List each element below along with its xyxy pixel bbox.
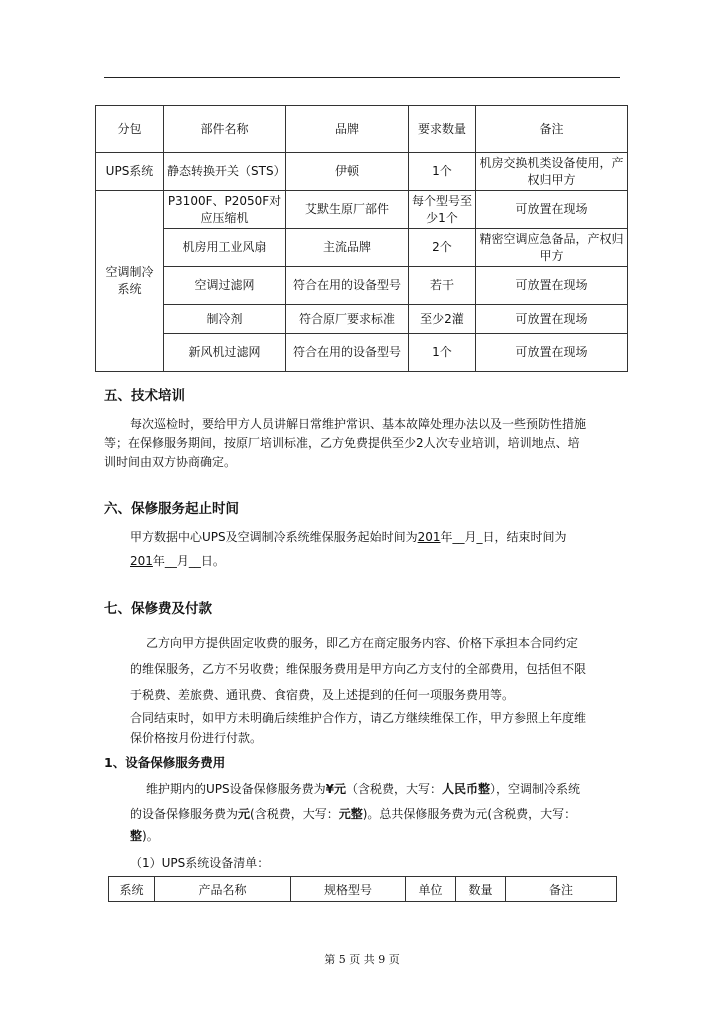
- sec6-pre: 甲方数据中心UPS及空调制冷系统维保服务起始时间为: [130, 530, 418, 544]
- brand: 伊顿: [286, 153, 409, 191]
- fee-ups-mid: （含税费，大写：: [346, 782, 443, 796]
- fee-ac-label: 的设备保修服务费为: [130, 807, 239, 821]
- sec6-line-2: [130, 551, 225, 571]
- brand: 符合在用的设备型号: [286, 334, 409, 372]
- part-name: 机房用工业风扇: [164, 229, 286, 267]
- fee-line-2: [130, 804, 576, 824]
- brand: 主流品牌: [286, 229, 409, 267]
- header-cell: 数量: [456, 877, 506, 902]
- part-name: P3100F、P2050F对应压缩机: [164, 191, 286, 229]
- section-5-title: 五、技术培训: [104, 388, 185, 404]
- ups-list-title: （1）UPS系统设备清单：: [130, 856, 270, 870]
- brand: 艾默生原厂部件: [286, 191, 409, 229]
- fee-line-1: [146, 779, 580, 799]
- sec7-p1-line-3: 于税费、差旅费、通讯费、食宿费，及上述提到的任何一项服务费用等。: [130, 688, 515, 702]
- fee-ac-uppercase: 元整: [338, 807, 363, 821]
- table-header-row: [109, 877, 617, 902]
- sub-heading-device-fee: 1、设备保修服务费用: [104, 755, 226, 770]
- header-cell: 单位: [406, 877, 456, 902]
- fee-ups-label: 维护期内的UPS设备保修服务费为: [146, 782, 326, 796]
- part-name: 制冷剂: [164, 305, 286, 334]
- ups-equipment-table: [108, 876, 617, 902]
- header-rule: [104, 77, 620, 78]
- sec6-end: 年__月__日。: [152, 554, 225, 568]
- table-row: [96, 334, 628, 372]
- fee-ups-post: ），空调制冷系统: [490, 782, 581, 796]
- header-cell: 部件名称: [164, 106, 286, 153]
- note: 可放置在现场: [476, 334, 628, 372]
- fee-line-3: [130, 826, 159, 846]
- quantity: 1个: [409, 153, 476, 191]
- table-header-row: [96, 106, 628, 153]
- section-7-title: 七、保修费及付款: [104, 601, 212, 617]
- sec5-line-2: 等；在保修服务期间，按原厂培训标准，乙方免费提供至少2人次专业培训，培训地点、培: [104, 436, 580, 450]
- header-cell: 系统: [109, 877, 155, 902]
- group-cell-ac: 空调制冷系统: [96, 191, 164, 372]
- sec7-p2-line-1: 合同结束时，如甲方未明确后续维护合作方，请乙方继续维保工作，甲方参照上年度维: [130, 711, 587, 725]
- page-footer: 第 5 页 共 9 页: [324, 953, 400, 966]
- fee-ac-mid: (含税费，大写：: [250, 807, 339, 821]
- sec6-line-1: [130, 527, 567, 547]
- fee-ups-uppercase: 人民币整: [442, 782, 491, 796]
- header-cell: 备注: [506, 877, 617, 902]
- table-row: [96, 267, 628, 305]
- sec5-line-3: 训时间由双方协商确定。: [104, 455, 237, 469]
- brand: 符合原厂要求标准: [286, 305, 409, 334]
- fee-total-post: )。: [142, 829, 159, 843]
- note: 可放置在现场: [476, 191, 628, 229]
- part-name: 空调过滤网: [164, 267, 286, 305]
- header-cell: 品牌: [286, 106, 409, 153]
- end-year: 201: [130, 554, 153, 568]
- header-cell: 要求数量: [409, 106, 476, 153]
- note: 可放置在现场: [476, 305, 628, 334]
- fee-total-uppercase: 整: [130, 829, 143, 843]
- header-cell: 备注: [476, 106, 628, 153]
- section-6-title: 六、保修服务起止时间: [104, 501, 239, 517]
- quantity: 若干: [409, 267, 476, 305]
- fee-ups-amount: ¥元: [325, 782, 346, 796]
- quantity: 每个型号至少1个: [409, 191, 476, 229]
- table-row: [96, 229, 628, 267]
- note: 机房交换机类设备使用，产权归甲方: [476, 153, 628, 191]
- start-year: 201: [417, 530, 441, 544]
- group-cell-ups: UPS系统: [96, 153, 164, 191]
- table-row: [96, 305, 628, 334]
- note: 精密空调应急备品，产权归甲方: [476, 229, 628, 267]
- fee-ac-amount: 元: [238, 807, 251, 821]
- table-row: [96, 191, 628, 229]
- sec7-p1-line-2: 的维保服务，乙方不另收费；维保服务费用是甲方向乙方支付的全部费用，包括但不限: [130, 662, 587, 676]
- spare-parts-table: [95, 105, 628, 372]
- brand: 符合在用的设备型号: [286, 267, 409, 305]
- quantity: 2个: [409, 229, 476, 267]
- table-row: [96, 153, 628, 191]
- part-name: 静态转换开关（STS）: [164, 153, 286, 191]
- note: 可放置在现场: [476, 267, 628, 305]
- header-cell: 规格型号: [291, 877, 406, 902]
- sec7-p1-line-1: 乙方向甲方提供固定收费的服务，即乙方在商定服务内容、价格下承担本合同约定: [146, 636, 579, 650]
- quantity: 1个: [409, 334, 476, 372]
- sec5-line-1: 每次巡检时，要给甲方人员讲解日常维护常识、基本故障处理办法以及一些预防性措施: [130, 417, 587, 431]
- part-name: 新风机过滤网: [164, 334, 286, 372]
- sec6-mid: 年__月_日，结束时间为: [440, 530, 567, 544]
- quantity: 至少2灌: [409, 305, 476, 334]
- header-cell: 产品名称: [155, 877, 291, 902]
- sec7-p2-line-2: 保价格按月份进行付款。: [130, 731, 263, 745]
- fee-ac-post: )。总共保修服务费为元(含税费，大写：: [362, 807, 577, 821]
- header-cell: 分包: [96, 106, 164, 153]
